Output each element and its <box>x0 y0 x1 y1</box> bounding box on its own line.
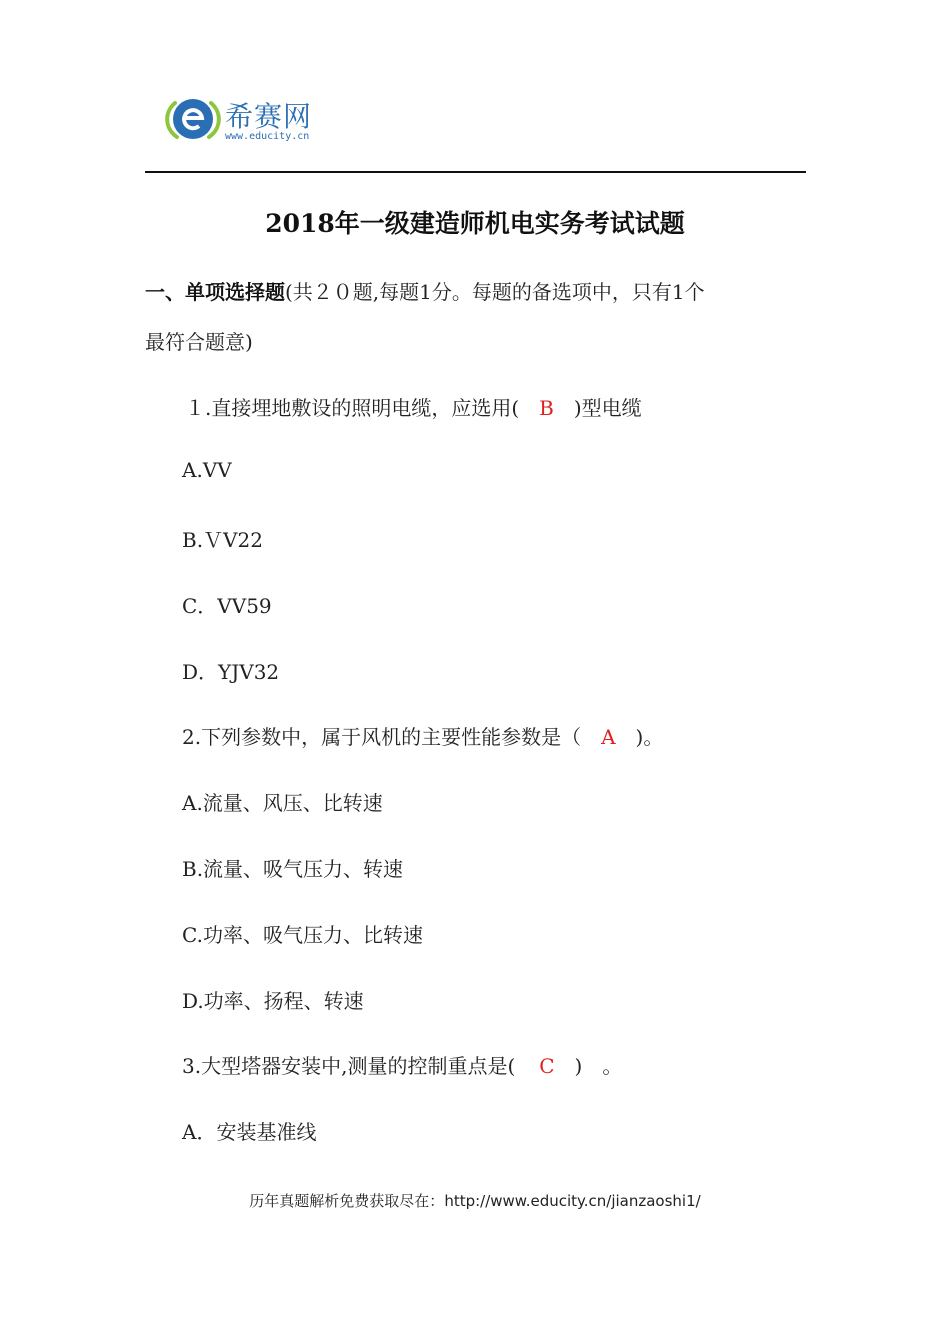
question-2-option-b: B.流量、吸气压力、转速 <box>182 857 404 881</box>
question-stem-text: １.直接埋地敷设的照明电缆，应选用( <box>185 396 540 420</box>
question-3-answer: C <box>539 1054 555 1078</box>
logo-url: www.educity.cn <box>225 131 310 142</box>
question-3-option-a: A．安装基准线 <box>182 1120 317 1144</box>
logo-name: 希赛网 <box>225 100 313 133</box>
question-1-option-b: B.ＶV22 <box>182 528 263 552</box>
question-2-stem <box>182 721 663 750</box>
question-stem-tail: )。 <box>615 725 664 749</box>
question-1-option-d: D．YJV32 <box>182 660 280 684</box>
footer-label: 历年真题解析免费获取尽在： <box>249 1192 445 1210</box>
question-1-answer: B <box>539 396 554 420</box>
question-2-option-a: A.流量、风压、比转速 <box>182 791 383 815</box>
question-1-option-a: A.VV <box>182 458 232 482</box>
question-stem-tail: )型电缆 <box>553 396 642 420</box>
section-desc-line2: 最符合题意) <box>145 330 253 354</box>
question-2-answer: A <box>601 725 616 749</box>
question-2-option-c: C.功率、吸气压力、比转速 <box>182 923 423 947</box>
footer-link[interactable]: http://www.educity.cn/jianzaoshi1/ <box>444 1192 701 1210</box>
educity-e-icon <box>163 97 221 141</box>
question-1-stem <box>185 392 642 421</box>
question-1-option-c: C．VV59 <box>182 594 272 618</box>
section-desc-line1: (共２０题,每题1分。每题的备选项中，只有1个 <box>285 280 705 304</box>
question-2-option-d: D.功率、扬程、转速 <box>182 989 364 1013</box>
question-stem-tail: ) 。 <box>554 1054 623 1078</box>
section-heading: 一、单项选择题 <box>145 280 285 304</box>
document-title: 2018年一级建造师机电实务考试试题 <box>265 209 685 238</box>
question-3-stem <box>182 1050 622 1079</box>
educity-logo <box>163 95 363 155</box>
header-divider <box>145 171 806 173</box>
footer <box>0 1190 950 1211</box>
question-stem-text: 2.下列参数中，属于风机的主要性能参数是（ <box>182 725 602 749</box>
section-description <box>145 276 705 305</box>
question-stem-text: 3.大型塔器安装中,测量的控制重点是( <box>182 1054 516 1078</box>
